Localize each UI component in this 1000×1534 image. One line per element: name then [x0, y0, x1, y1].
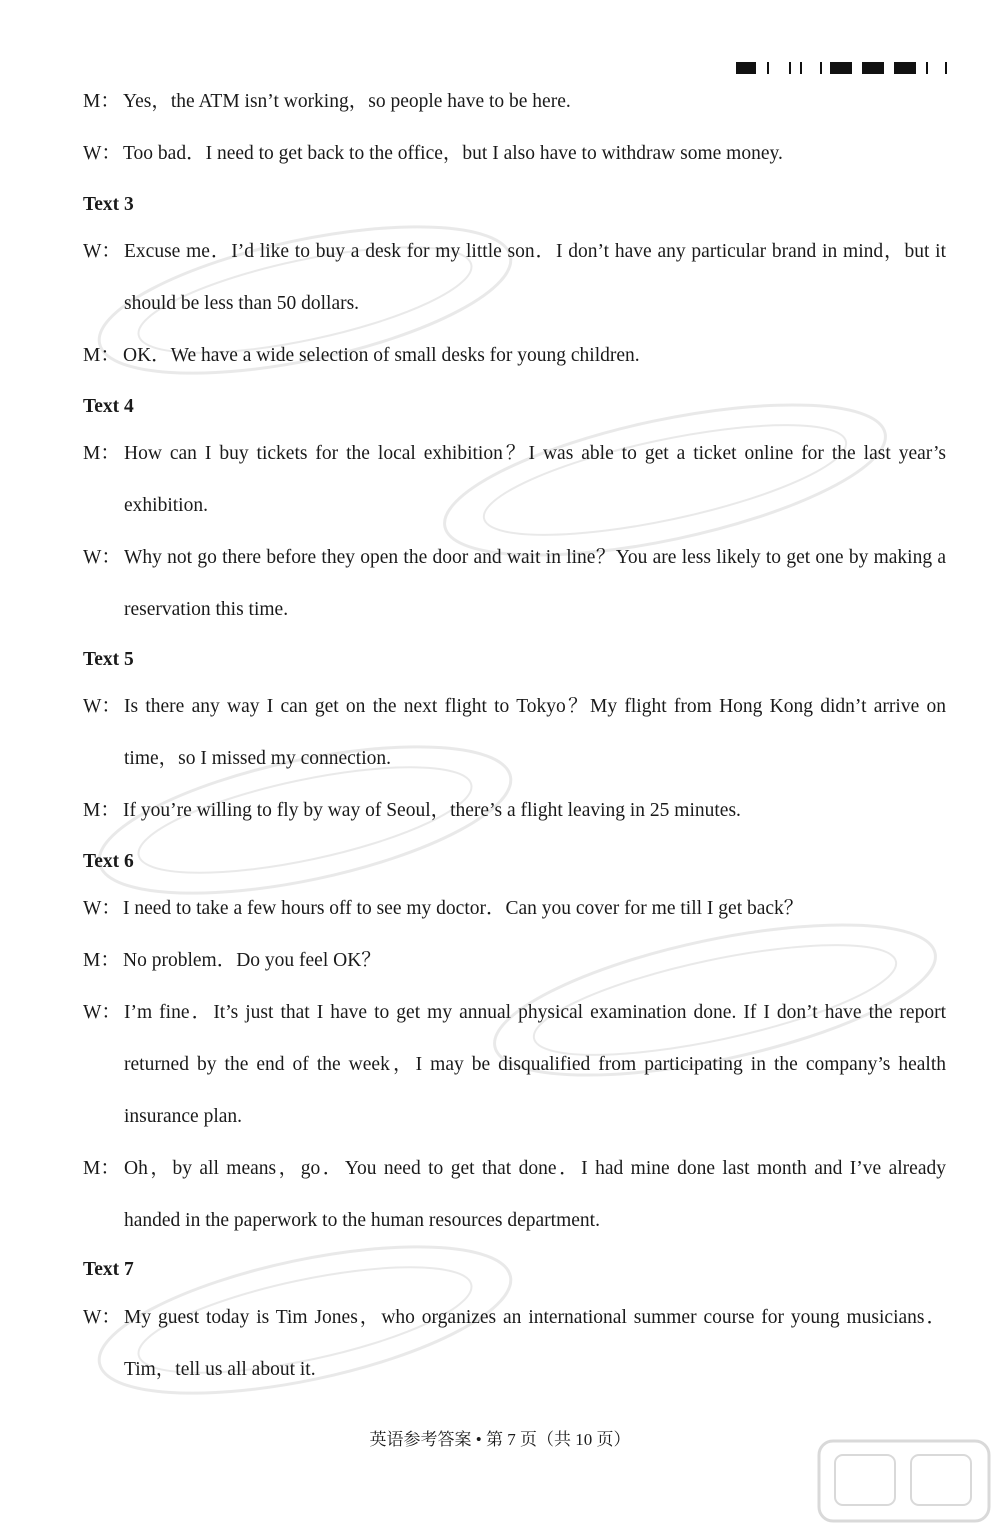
dialogue-line	[83, 935, 946, 987]
section-heading: Text 7	[83, 1259, 134, 1280]
dialogue-line	[83, 428, 946, 532]
dialogue-text: Why not go there before they open the door and wait in line？You are less likely to get one by making a reservation this time.	[124, 547, 946, 620]
speaker-label: W：	[83, 1002, 121, 1023]
dialogue-text: Excuse me．I’d like to buy a desk for my little son．I don’t have any particular brand in mind，but it should be less than 50 dollars.	[124, 241, 946, 314]
speaker-label: M：	[83, 800, 120, 821]
dialogue-line	[83, 987, 946, 1143]
speaker-label: W：	[83, 898, 121, 919]
speaker-label: W：	[83, 143, 121, 164]
dialogue-text: OK．We have a wide selection of small desks for young children.	[123, 345, 640, 366]
dialogue-text: I need to take a few hours off to see my doctor．Can you cover for me till I get back？	[123, 898, 804, 919]
speaker-label: W：	[83, 1307, 121, 1328]
dialogue-text: Is there any way I can get on the next flight to Tokyo？My flight from Hong Kong didn’t arrive on time，so I missed my connection.	[124, 696, 946, 769]
dialogue-text: Too bad．I need to get back to the office，but I also have to withdraw some money.	[123, 143, 783, 164]
dialogue-line	[83, 226, 946, 330]
section-heading: Text 6	[83, 851, 134, 872]
speaker-label: W：	[83, 241, 121, 262]
dialogue-line	[83, 883, 946, 935]
dialogue-line	[83, 330, 946, 382]
dialogue-text: Oh，by all means，go．You need to get that done．I had mine done last month and I’ve already handed in the paperwork to the human resources department.	[124, 1158, 946, 1231]
dialogue-line	[83, 76, 946, 128]
dialogue-line	[83, 785, 946, 837]
dialogue-line	[83, 681, 946, 785]
speaker-label: M：	[83, 443, 120, 464]
dialogue-text: My guest today is Tim Jones，who organizes an international summer course for young musicians．Tim，tell us all about it.	[124, 1307, 946, 1380]
dialogue-text: I’m fine．It’s just that I have to get my annual physical examination done. If I don’t have the report returned by the end of the week，I may be disqualified from participating in the company’s health insurance plan.	[124, 1002, 946, 1127]
speaker-label: M：	[83, 950, 120, 971]
dialogue-text: If you’re willing to fly by way of Seoul，there’s a flight leaving in 25 minutes.	[123, 800, 741, 821]
speaker-label: M：	[83, 345, 120, 366]
dialogue-line	[83, 1143, 946, 1247]
dialogue-line	[83, 532, 946, 636]
speaker-label: M：	[83, 91, 120, 112]
speaker-label: M：	[83, 1158, 120, 1179]
speaker-label: W：	[83, 547, 121, 568]
page-footer: 英语参考答案 • 第 7 页（共 10 页）	[369, 1430, 631, 1449]
section-heading: Text 5	[83, 649, 134, 670]
section-heading: Text 3	[83, 194, 134, 215]
dialogue-line	[83, 1292, 946, 1396]
dialogue-text: No problem．Do you feel OK？	[123, 950, 381, 971]
section-heading: Text 4	[83, 396, 134, 417]
speaker-label: W：	[83, 696, 121, 717]
dialogue-line	[83, 128, 946, 180]
dialogue-text: How can I buy tickets for the local exhibition？I was able to get a ticket online for the last year’s exhibition.	[124, 443, 946, 516]
dialogue-text: Yes，the ATM isn’t working，so people have to be here.	[123, 91, 571, 112]
